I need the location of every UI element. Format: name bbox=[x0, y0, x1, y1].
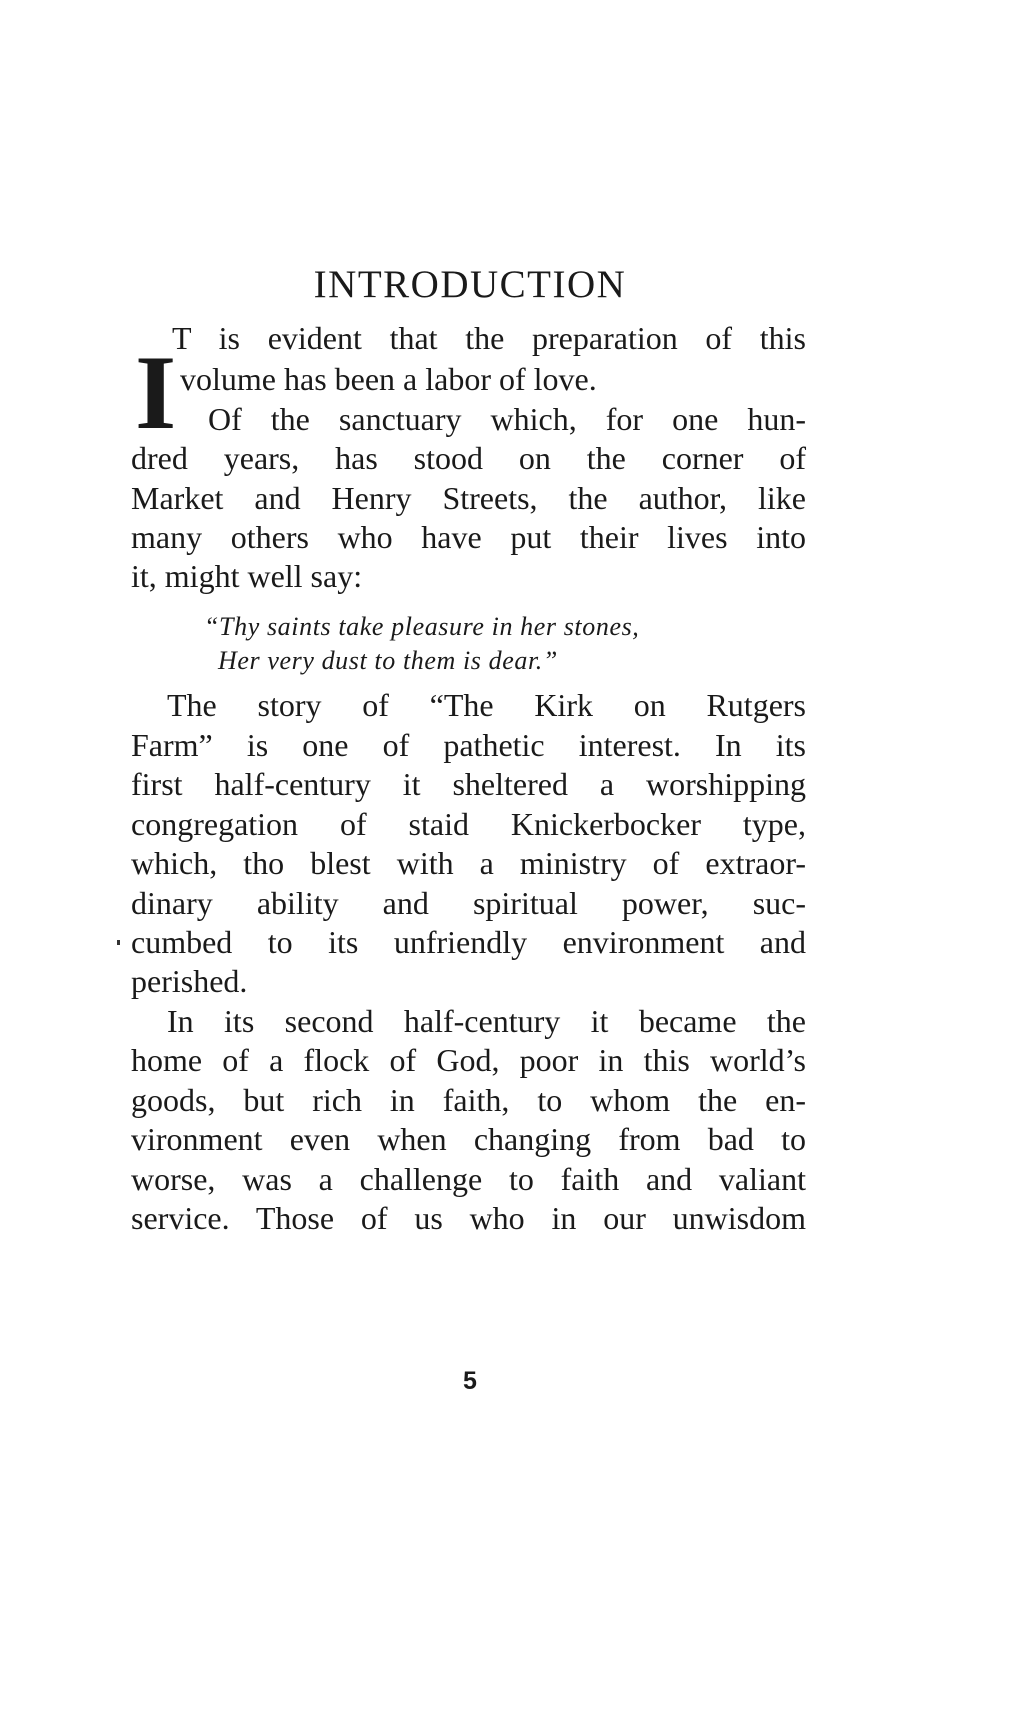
text-line: volume has been a labor of love. bbox=[180, 361, 597, 397]
text-line: Market and Henry Streets, the author, like bbox=[131, 480, 806, 516]
quote-line: “Thy saints take pleasure in her stones, bbox=[204, 612, 640, 641]
text-line: service. Those of us who in our unwisdom bbox=[131, 1200, 806, 1236]
text-line: which, tho blest with a ministry of extraor- bbox=[131, 845, 806, 881]
text-line: goods, but rich in faith, to whom the en- bbox=[131, 1082, 806, 1118]
text-line: dred years, has stood on the corner of bbox=[131, 440, 806, 476]
chapter-heading: INTRODUCTION bbox=[313, 263, 627, 306]
text-line: Farm” is one of pathetic interest. In its bbox=[131, 727, 806, 763]
text-line: perished. bbox=[131, 963, 248, 999]
page-number: 5 bbox=[463, 1367, 477, 1395]
ink-speck bbox=[117, 940, 120, 945]
drop-cap: I bbox=[135, 334, 177, 451]
text-line: In its second half-century it became the bbox=[167, 1003, 806, 1039]
text-line: congregation of staid Knickerbocker type, bbox=[131, 806, 806, 842]
text-line: home of a flock of God, poor in this world’s bbox=[131, 1042, 806, 1078]
text-line: it, might well say: bbox=[131, 558, 363, 594]
quote-line: Her very dust to them is dear.” bbox=[218, 646, 558, 675]
text-line: first half-century it sheltered a worshipping bbox=[131, 766, 806, 802]
text-line: many others who have put their lives into bbox=[131, 519, 806, 555]
text-line: vironment even when changing from bad to bbox=[131, 1121, 806, 1157]
text-line: dinary ability and spiritual power, suc- bbox=[131, 885, 806, 921]
text-line: cumbed to its unfriendly environment and bbox=[131, 924, 806, 960]
text-line: worse, was a challenge to faith and valiant bbox=[131, 1161, 806, 1197]
text-line: The story of “The Kirk on Rutgers bbox=[167, 687, 806, 723]
text-line: T is evident that the preparation of this bbox=[172, 320, 806, 356]
text-line: Of the sanctuary which, for one hun- bbox=[208, 401, 806, 437]
